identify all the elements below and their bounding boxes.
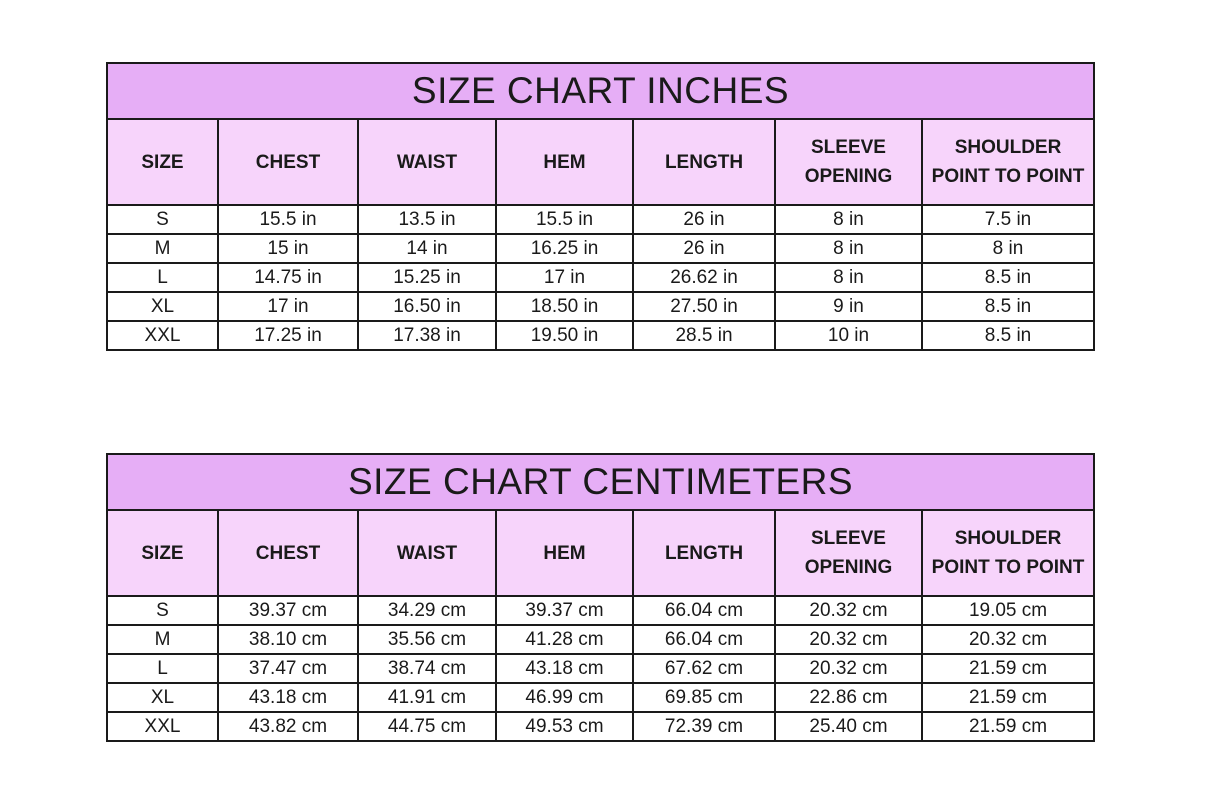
- column-header-line: WAIST: [396, 151, 458, 173]
- measurement-cell: 66.04 cm: [633, 625, 775, 654]
- measurement-cell: 15.25 in: [358, 263, 496, 292]
- measurement-cell: 20.32 cm: [922, 625, 1094, 654]
- column-header: [922, 119, 1094, 205]
- column-header-line: POINT TO POINT: [931, 166, 1085, 187]
- measurement-cell: 21.59 cm: [922, 683, 1094, 712]
- column-header: [496, 119, 633, 205]
- column-header-line: WAIST: [396, 542, 458, 564]
- measurement-cell: 28.5 in: [633, 321, 775, 350]
- header-row: [107, 510, 1094, 596]
- measurement-cell: 46.99 cm: [496, 683, 633, 712]
- measurement-cell: 38.10 cm: [218, 625, 358, 654]
- measurement-cell: 22.86 cm: [775, 683, 922, 712]
- measurement-cell: 8 in: [775, 205, 922, 234]
- measurement-cell: 21.59 cm: [922, 712, 1094, 741]
- measurement-cell: 19.50 in: [496, 321, 633, 350]
- measurement-cell: 17 in: [496, 263, 633, 292]
- measurement-cell: 37.47 cm: [218, 654, 358, 683]
- column-header: [358, 510, 496, 596]
- column-header: [218, 119, 358, 205]
- measurement-cell: 17 in: [218, 292, 358, 321]
- measurement-cell: 39.37 cm: [496, 596, 633, 625]
- size-cell: M: [107, 625, 218, 654]
- table-row: [107, 263, 1094, 292]
- measurement-cell: 14.75 in: [218, 263, 358, 292]
- column-header-line: OPENING: [804, 557, 893, 578]
- column-header: [922, 510, 1094, 596]
- table-row: [107, 321, 1094, 350]
- measurement-cell: 15.5 in: [218, 205, 358, 234]
- measurement-cell: 8 in: [775, 234, 922, 263]
- measurement-cell: 16.50 in: [358, 292, 496, 321]
- size-cell: XXL: [107, 712, 218, 741]
- measurement-cell: 41.91 cm: [358, 683, 496, 712]
- size-table-centimeters: [106, 453, 1095, 742]
- measurement-cell: 39.37 cm: [218, 596, 358, 625]
- measurement-cell: 25.40 cm: [775, 712, 922, 741]
- measurement-cell: 44.75 cm: [358, 712, 496, 741]
- measurement-cell: 8.5 in: [922, 321, 1094, 350]
- column-header: [358, 119, 496, 205]
- measurement-cell: 67.62 cm: [633, 654, 775, 683]
- size-chart-centimeters: [106, 453, 1093, 742]
- measurement-cell: 15.5 in: [496, 205, 633, 234]
- column-header-line: SLEEVE: [811, 528, 886, 549]
- measurement-cell: 16.25 in: [496, 234, 633, 263]
- column-header-line: LENGTH: [664, 151, 744, 173]
- column-header-line: POINT TO POINT: [931, 557, 1085, 578]
- measurement-cell: 8 in: [775, 263, 922, 292]
- size-cell: XL: [107, 683, 218, 712]
- measurement-cell: 35.56 cm: [358, 625, 496, 654]
- measurement-cell: 49.53 cm: [496, 712, 633, 741]
- measurement-cell: 72.39 cm: [633, 712, 775, 741]
- measurement-cell: 8.5 in: [922, 263, 1094, 292]
- size-cell: L: [107, 263, 218, 292]
- size-chart-inches: [106, 62, 1093, 351]
- table-row: [107, 683, 1094, 712]
- measurement-cell: 20.32 cm: [775, 596, 922, 625]
- column-header-line: CHEST: [255, 542, 321, 564]
- table-title: SIZE CHART CENTIMETERS: [107, 454, 1094, 510]
- table-row: [107, 654, 1094, 683]
- measurement-cell: 17.38 in: [358, 321, 496, 350]
- measurement-cell: 17.25 in: [218, 321, 358, 350]
- measurement-cell: 14 in: [358, 234, 496, 263]
- column-header: [218, 510, 358, 596]
- size-cell: XL: [107, 292, 218, 321]
- column-header-line: HEM: [543, 542, 586, 564]
- measurement-cell: 34.29 cm: [358, 596, 496, 625]
- measurement-cell: 13.5 in: [358, 205, 496, 234]
- measurement-cell: 19.05 cm: [922, 596, 1094, 625]
- column-header-line: SIZE: [141, 151, 184, 173]
- column-header-line: CHEST: [255, 151, 321, 173]
- measurement-cell: 26.62 in: [633, 263, 775, 292]
- size-cell: S: [107, 205, 218, 234]
- size-cell: XXL: [107, 321, 218, 350]
- measurement-cell: 26 in: [633, 234, 775, 263]
- column-header: [775, 119, 922, 205]
- measurement-cell: 8.5 in: [922, 292, 1094, 321]
- measurement-cell: 18.50 in: [496, 292, 633, 321]
- column-header-line: SHOULDER: [954, 137, 1062, 158]
- measurement-cell: 8 in: [922, 234, 1094, 263]
- size-table-inches: [106, 62, 1095, 351]
- measurement-cell: 9 in: [775, 292, 922, 321]
- table-row: [107, 712, 1094, 741]
- column-header-line: SLEEVE: [811, 137, 886, 158]
- measurement-cell: 7.5 in: [922, 205, 1094, 234]
- table-row: [107, 292, 1094, 321]
- measurement-cell: 38.74 cm: [358, 654, 496, 683]
- table-title: SIZE CHART INCHES: [107, 63, 1094, 119]
- column-header: [775, 510, 922, 596]
- measurement-cell: 15 in: [218, 234, 358, 263]
- column-header-line: LENGTH: [664, 542, 744, 564]
- table-row: [107, 625, 1094, 654]
- column-header-line: SHOULDER: [954, 528, 1062, 549]
- column-header: [107, 119, 218, 205]
- measurement-cell: 27.50 in: [633, 292, 775, 321]
- measurement-cell: 26 in: [633, 205, 775, 234]
- table-row: [107, 596, 1094, 625]
- header-row: [107, 119, 1094, 205]
- size-cell: S: [107, 596, 218, 625]
- measurement-cell: 43.82 cm: [218, 712, 358, 741]
- measurement-cell: 20.32 cm: [775, 654, 922, 683]
- measurement-cell: 66.04 cm: [633, 596, 775, 625]
- column-header: [107, 510, 218, 596]
- measurement-cell: 43.18 cm: [218, 683, 358, 712]
- measurement-cell: 21.59 cm: [922, 654, 1094, 683]
- column-header-line: SIZE: [141, 542, 184, 564]
- size-cell: M: [107, 234, 218, 263]
- column-header: [496, 510, 633, 596]
- measurement-cell: 69.85 cm: [633, 683, 775, 712]
- table-row: [107, 205, 1094, 234]
- column-header-line: HEM: [543, 151, 586, 173]
- table-row: [107, 234, 1094, 263]
- column-header: [633, 119, 775, 205]
- measurement-cell: 41.28 cm: [496, 625, 633, 654]
- column-header-line: OPENING: [804, 166, 893, 187]
- measurement-cell: 10 in: [775, 321, 922, 350]
- measurement-cell: 20.32 cm: [775, 625, 922, 654]
- measurement-cell: 43.18 cm: [496, 654, 633, 683]
- column-header: [633, 510, 775, 596]
- size-cell: L: [107, 654, 218, 683]
